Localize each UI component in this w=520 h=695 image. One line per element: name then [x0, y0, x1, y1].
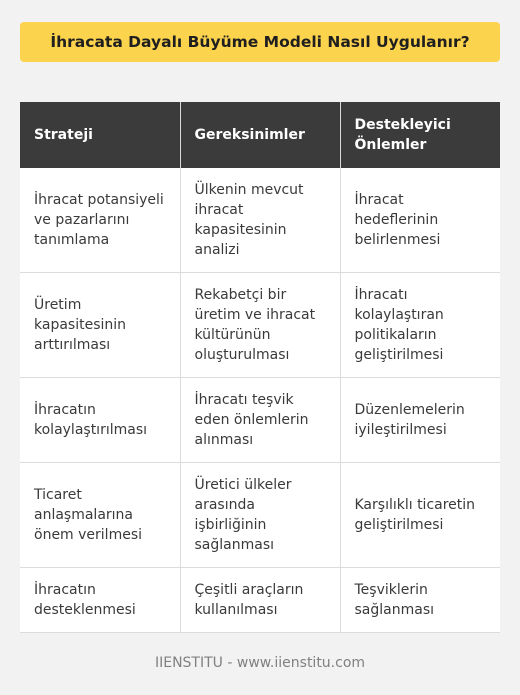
table-cell: Ticaret anlaşmalarına önem verilmesi: [20, 463, 180, 568]
table-cell: İhracatı teşvik eden önlemlerin alınması: [180, 378, 340, 463]
table-cell: Düzenlemelerin iyileştirilmesi: [340, 378, 500, 463]
table-cell: İhracat hedeflerinin belirlenmesi: [340, 168, 500, 273]
header-strategy: Strateji: [20, 102, 180, 168]
page-title: İhracata Dayalı Büyüme Modeli Nasıl Uygulanır?: [20, 22, 500, 62]
table-row: [20, 463, 500, 568]
table-row: [20, 568, 500, 633]
header-requirements: Gereksinimler: [180, 102, 340, 168]
table-cell: İhracatın desteklenmesi: [20, 568, 180, 633]
table-cell: Üretim kapasitesinin arttırılması: [20, 273, 180, 378]
table-header-row: [20, 102, 500, 168]
table-cell: İhracatı kolaylaştıran politikaların geliştirilmesi: [340, 273, 500, 378]
strategy-table: [20, 102, 500, 633]
table-cell: Çeşitli araçların kullanılması: [180, 568, 340, 633]
table-row: [20, 378, 500, 463]
table-cell: Teşviklerin sağlanması: [340, 568, 500, 633]
table-cell: Üretici ülkeler arasında işbirliğinin sağlanması: [180, 463, 340, 568]
table-cell: İhracat potansiyeli ve pazarlarını tanımlama: [20, 168, 180, 273]
header-supporting-measures: Destekleyici Önlemler: [340, 102, 500, 168]
table-cell: İhracatın kolaylaştırılması: [20, 378, 180, 463]
table-cell: Karşılıklı ticaretin geliştirilmesi: [340, 463, 500, 568]
footer-credit: IIENSTITU - www.iienstitu.com: [154, 655, 366, 671]
table-row: [20, 168, 500, 273]
table-cell: Ülkenin mevcut ihracat kapasitesinin analizi: [180, 168, 340, 273]
table-row: [20, 273, 500, 378]
table-cell: Rekabetçi bir üretim ve ihracat kültürünün oluşturulması: [180, 273, 340, 378]
